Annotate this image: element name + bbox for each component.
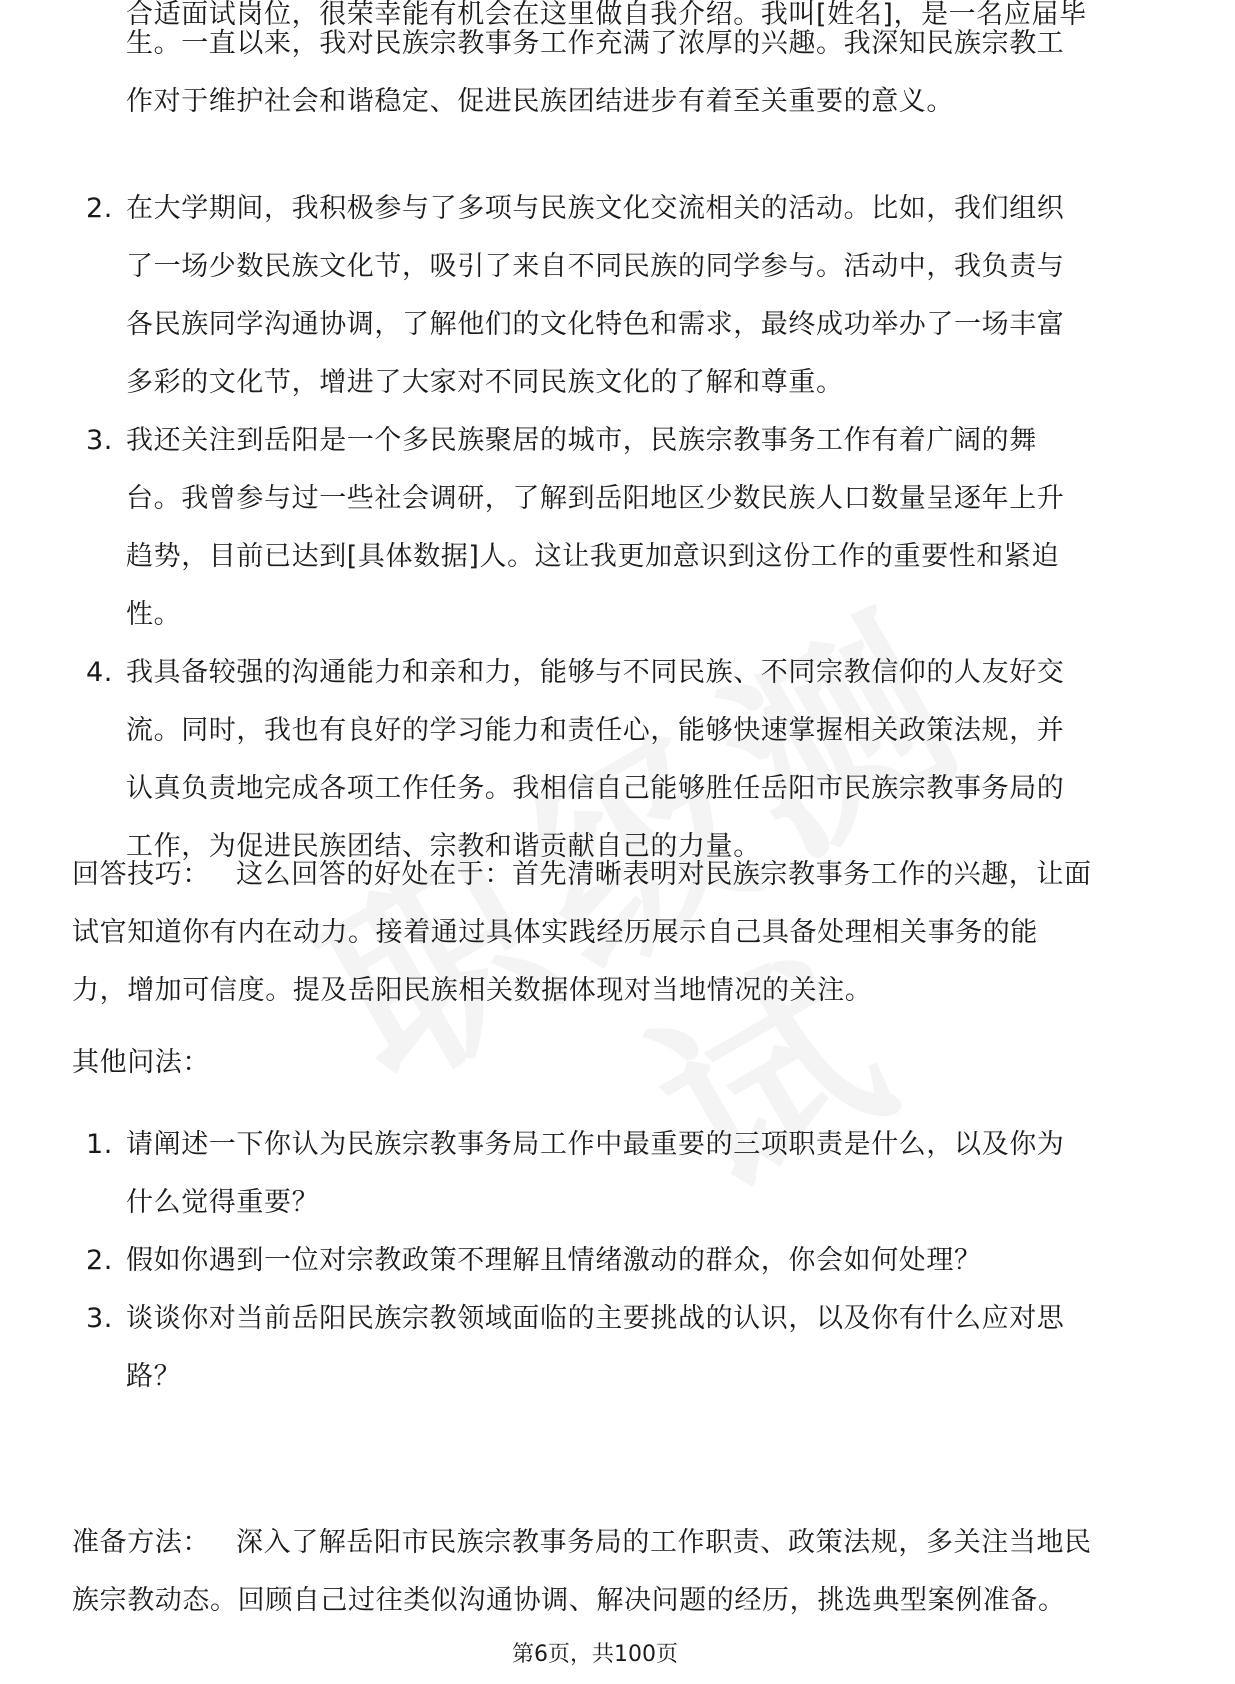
- list-item-line: 工作，为促进民族团结、宗教和谐贡献自己的力量。: [126, 831, 761, 862]
- list-item: [72, 644, 1132, 876]
- list-item-line: 各民族同学沟通协调，了解他们的文化特色和需求，最终成功举办了一场丰富: [126, 309, 1065, 340]
- preparation-method-line: 族宗教动态。回顾自己过往类似沟通协调、解决问题的经历，挑选典型案例准备。: [72, 1585, 1066, 1616]
- answer-tips: [72, 846, 1132, 1020]
- list-item-number: 2.: [86, 1245, 113, 1276]
- list-item-number: [86, 0, 113, 8]
- answer-tips-line: 力，增加可信度。提及岳阳民族相关数据体现对当地情况的关注。: [72, 975, 873, 1006]
- list-item-line: 趋势，目前已达到[具体数据]人。这让我更加意识到这份工作的重要性和紧迫: [126, 541, 1060, 572]
- list-item: [72, 15, 1132, 131]
- intro-answer-list-cont: [72, 180, 1132, 876]
- list-item-line: 合适面试岗位，很荣幸能有机会在这里做自我介绍。我叫[姓名]，是一名应届毕: [126, 0, 1087, 30]
- list-item-line: 流。同时，我也有良好的学习能力和责任心，能够快速掌握相关政策法规，并: [126, 715, 1065, 746]
- list-item-line: 认真负责地完成各项工作任务。我相信自己能够胜任岳阳市民族宗教事务局的: [126, 773, 1065, 804]
- list-item-line: 谈谈你对当前岳阳民族宗教领域面临的主要挑战的认识，以及你有什么应对思: [126, 1303, 1065, 1334]
- list-item: [72, 0, 1132, 30]
- intro-answer-list: [72, 0, 1132, 131]
- list-item: [72, 1232, 1132, 1290]
- answer-tips-line: 试官知道你有内在动力。接着通过具体实践经历展示自己具备处理相关事务的能: [72, 917, 1038, 948]
- list-item-number: 3.: [86, 425, 113, 456]
- list-item-line: 了一场少数民族文化节，吸引了来自不同民族的同学参与。活动中，我负责与: [126, 251, 1065, 282]
- list-item-line: 我具备较强的沟通能力和亲和力，能够与不同民族、不同宗教信仰的人友好交: [126, 657, 1065, 688]
- list-item-line: 路？: [126, 1361, 182, 1392]
- list-item-line: 生。一直以来，我对民族宗教事务工作充满了浓厚的兴趣。我深知民族宗教工: [126, 28, 1065, 59]
- page-number: 第6页，共100页: [512, 1642, 678, 1667]
- other-questions-heading: 其他问法：: [72, 1047, 210, 1078]
- list-item-line: 假如你遇到一位对宗教政策不理解且情绪激动的群众，你会如何处理？: [126, 1245, 982, 1276]
- list-item: [72, 1290, 1132, 1406]
- list-item-line: 多彩的文化节，增进了大家对不同民族文化的了解和尊重。: [126, 367, 844, 398]
- answer-tips-line: 这么回答的好处在于：首先清晰表明对民族宗教事务工作的兴趣，让面: [236, 859, 1092, 890]
- list-item-line: 请阐述一下你认为民族宗教事务局工作中最重要的三项职责是什么，以及你为: [126, 1129, 1065, 1160]
- list-item-line: 台。我曾参与过一些社会调研，了解到岳阳地区少数民族人口数量呈逐年上升: [126, 483, 1065, 514]
- list-item-number: 1.: [86, 1129, 113, 1160]
- list-item-line: 在大学期间，我积极参与了多项与民族文化交流相关的活动。比如，我们组织: [126, 193, 1065, 224]
- list-item-line: 性。: [126, 599, 182, 630]
- list-item: [72, 1116, 1132, 1232]
- list-item-line: 我还关注到岳阳是一个多民族聚居的城市，民族宗教事务工作有着广阔的舞: [126, 425, 1037, 456]
- list-item-number: 3.: [86, 1303, 113, 1334]
- preparation-method-label: 准备方法：: [72, 1527, 210, 1558]
- list-item: [72, 412, 1132, 644]
- preparation-method-line: 深入了解岳阳市民族宗教事务局的工作职责、政策法规，多关注当地民: [236, 1527, 1092, 1558]
- answer-tips-label: 回答技巧：: [72, 859, 210, 890]
- list-item-line: 什么觉得重要？: [126, 1187, 320, 1218]
- list-item-number: 2.: [86, 193, 113, 224]
- preparation-method: [72, 1514, 1132, 1630]
- list-item: [72, 180, 1132, 412]
- list-item-line: 作对于维护社会和谐稳定、促进民族团结进步有着至关重要的意义。: [126, 86, 954, 117]
- list-item-number: 4.: [86, 657, 113, 688]
- other-questions-list: [72, 1116, 1132, 1406]
